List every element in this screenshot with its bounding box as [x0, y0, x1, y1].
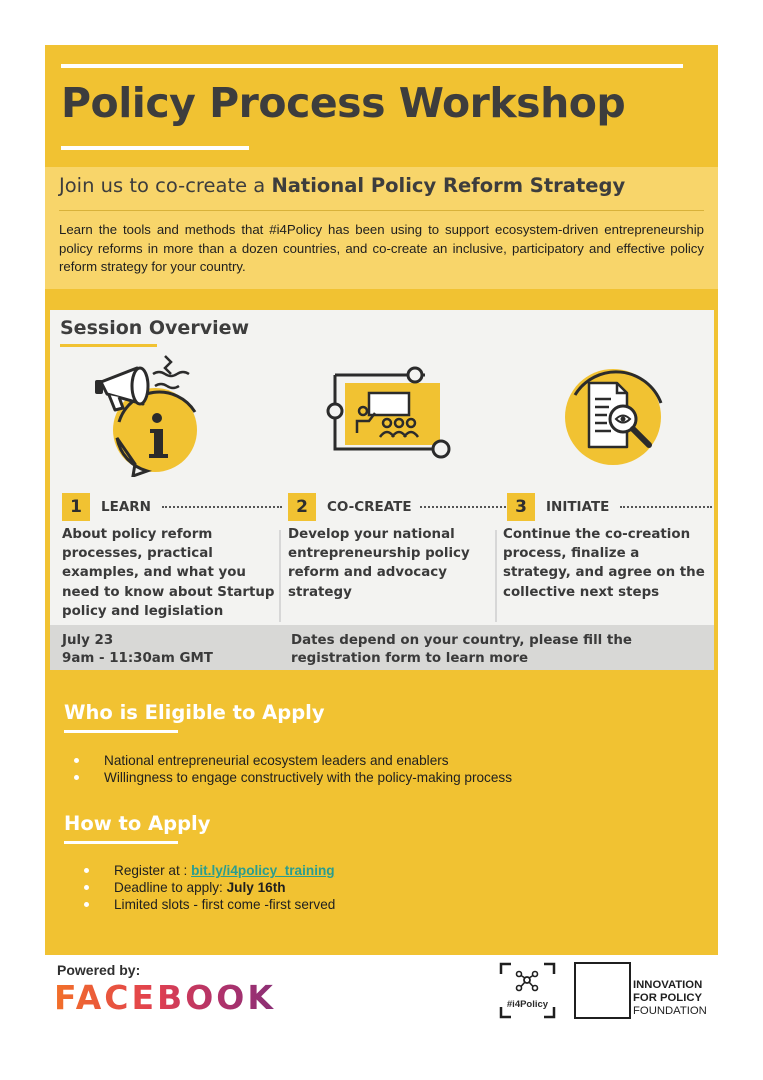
join-strategy-name: National Policy Reform Strategy: [271, 174, 626, 197]
step-dots-2: [420, 506, 506, 508]
intro-band: [45, 167, 718, 289]
step-co-create-description: Develop your national entrepreneurship policy reform and advocacy strategy: [288, 527, 470, 600]
list-item: Limited slots - first come -first served: [81, 896, 335, 913]
i4policy-logo: [499, 962, 556, 1019]
ipf-line-2: FOR POLICY: [633, 992, 703, 1004]
ipf-line-3: FOUNDATION: [633, 1005, 707, 1017]
eligibility-list: [71, 752, 512, 786]
date-other-steps: Dates depend on your country, please fill the registration form to learn more: [279, 625, 714, 670]
poster: [45, 45, 718, 955]
session-title: Session Overview: [60, 317, 250, 339]
register-prefix: Register at :: [114, 863, 192, 878]
page-title: Policy Process Workshop: [61, 79, 626, 127]
how-to-apply-title: How to Apply: [64, 812, 211, 835]
powered-by-label: Powered by:: [57, 962, 141, 978]
list-item: [81, 862, 335, 879]
step-number-2: 2: [288, 493, 316, 521]
session-underline: [60, 344, 157, 347]
step-label-learn: LEARN: [101, 499, 151, 515]
step-label-initiate: INITIATE: [546, 499, 610, 515]
title-top-rule: [61, 64, 683, 68]
network-icon: [499, 962, 556, 1019]
list-item: National entrepreneurial ecosystem leaders and enablers: [71, 752, 512, 769]
i4policy-label: #i4Policy: [506, 999, 549, 1010]
date-learn: [50, 625, 279, 670]
step-learn-description: About policy reform processes, practical examples, and what you need to know about Startup policy and legislation: [62, 527, 275, 619]
step-initiate-description: Continue the co-creation process, finalize a strategy, and agree on the collective next steps: [503, 527, 705, 600]
date-learn-day: July 23: [62, 633, 114, 648]
title-bottom-rule: [61, 146, 249, 150]
join-divider: [59, 210, 704, 211]
date-learn-time: 9am - 11:30am GMT: [62, 651, 213, 666]
step-label-co-create: CO-CREATE: [327, 499, 412, 515]
step-number-1: 1: [62, 493, 90, 521]
deadline-value: July 16th: [226, 880, 286, 895]
apply-list: [81, 862, 335, 913]
intro-description: Learn the tools and methods that #i4Policy has been using to support ecosystem-driven entrepreneurship policy reforms in more than a dozen countries, and co-create an inclusive, participatory and effective policy reform strategy for your country.: [59, 222, 704, 274]
presentation-group-icon: [325, 365, 455, 460]
ipf-line-1: INNOVATION: [633, 979, 703, 991]
eligibility-underline: [64, 730, 178, 733]
document-magnifier-icon: [555, 355, 675, 475]
column-separator: [495, 530, 497, 622]
step-number-3: 3: [507, 493, 535, 521]
step-initiate: [507, 493, 714, 521]
deadline-prefix: Deadline to apply:: [114, 880, 227, 895]
session-overview: [50, 310, 714, 670]
step-learn: [62, 493, 282, 521]
megaphone-info-icon: [95, 352, 225, 477]
list-item: [81, 879, 335, 896]
how-to-apply-underline: [64, 841, 178, 844]
step-dots-1: [162, 506, 282, 508]
ipf-logo-square: [574, 962, 631, 1019]
step-co-create: [288, 493, 508, 521]
join-heading: [59, 174, 625, 197]
join-prefix: Join us to co-create a: [59, 174, 272, 197]
column-separator: [279, 530, 281, 622]
ipf-logo-text: [633, 979, 707, 1018]
facebook-logo: FACEBOOK: [54, 978, 276, 1017]
step-dots-3: [620, 506, 712, 508]
registration-link[interactable]: bit.ly/i4policy_training: [191, 863, 335, 878]
list-item: Willingness to engage constructively with the policy-making process: [71, 769, 512, 786]
eligibility-title: Who is Eligible to Apply: [64, 701, 325, 724]
